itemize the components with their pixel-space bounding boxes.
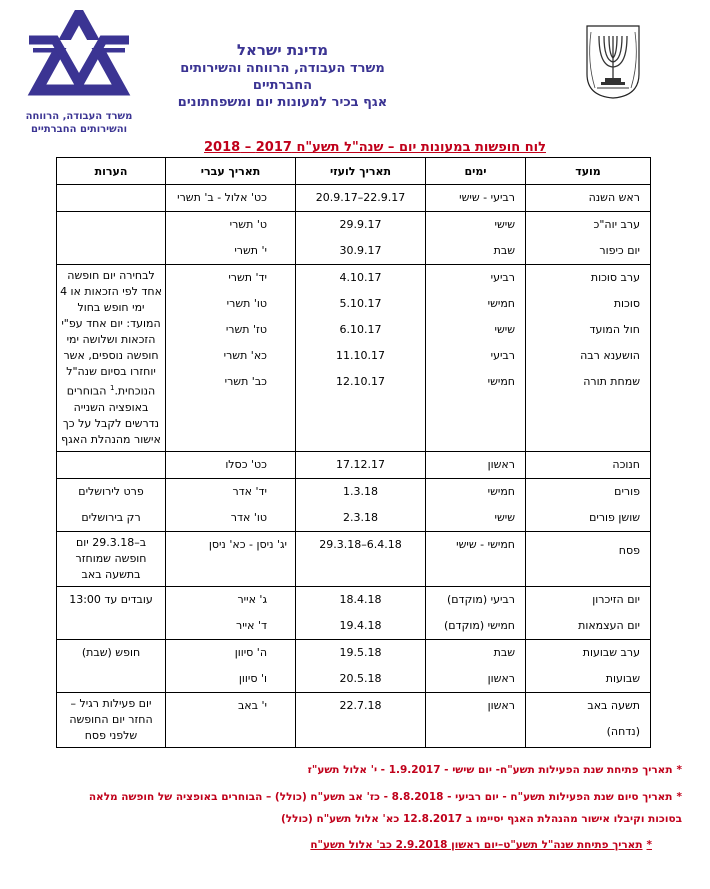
hebrew-date: טז' תשרי xyxy=(225,323,267,336)
holiday-days: רביעי xyxy=(490,349,515,362)
holiday-days: שבת xyxy=(493,645,515,659)
gregorian-date: 20.5.18 xyxy=(339,671,382,685)
header-holiday: מועד xyxy=(526,158,651,185)
footer-opening-date xyxy=(22,759,682,781)
gregorian-date: 6.10.17 xyxy=(339,323,382,336)
shushan-purim-note: רק בירושלים xyxy=(81,510,141,524)
footer-line4: תאריך פתיחת שנה"ל תשע"ט–יום ראשון 2.9.2018 כב' אלול תשע"ח xyxy=(310,839,643,851)
footnote-marker: 1 xyxy=(109,384,115,392)
gregorian-date: 17.12.17 xyxy=(336,457,385,471)
holiday-days: ראשון xyxy=(487,671,515,685)
hebrew-date: ו' סיוון xyxy=(238,671,267,685)
hebrew-date: ד' אייר xyxy=(235,618,267,632)
header-hebrew-date: תאריך עברי xyxy=(166,158,296,185)
holiday-name: יום העצמאות xyxy=(578,618,640,632)
notes-cell xyxy=(57,265,166,452)
holiday-days: חמישי xyxy=(487,484,515,498)
footer-closing-date xyxy=(22,786,682,830)
notes-cell xyxy=(57,185,166,212)
tisha-bav-note: יום פעילות רגיל – החזר יום החופשה שלפני פסח xyxy=(69,696,153,742)
sukkot-note: לבחירה יום חופשה אחד לפי הזכאות או 4 ימי חופש בחול המועד: יום אחד עפ"י הזכאות ושלושה ימי חופשה נוספים, אשר יוחזרו בסיום שנה"ל הנוכחית. xyxy=(60,269,162,398)
holiday-name: תשעה באב xyxy=(587,698,640,712)
table-row xyxy=(57,639,651,692)
document-title: לוח חופשות במעונות יום – שנה"ל תשע"ח 2017 – 2018 xyxy=(204,140,546,155)
notes-cell xyxy=(57,586,166,639)
footer-next-year xyxy=(252,834,652,856)
table-row xyxy=(57,586,651,639)
holiday-name: חנוכה xyxy=(612,457,640,471)
logo-caption-line2: והשירותים החברתיים xyxy=(30,124,128,135)
gregorian-date: 19.5.18 xyxy=(339,645,382,659)
holiday-days: ראשון xyxy=(487,457,515,471)
menorah-emblem-icon xyxy=(581,22,645,100)
gregorian-date: 29.9.17 xyxy=(339,218,382,231)
notes-cell xyxy=(57,639,166,692)
header-ministry: משרד העבודה, הרווחה והשירותים החברתיים xyxy=(180,61,385,93)
holiday-name: פורים xyxy=(614,484,640,498)
table-row xyxy=(57,451,651,478)
holiday-days: שישי xyxy=(494,323,515,336)
gregorian-date: 2.3.18 xyxy=(343,510,378,524)
state-emblem xyxy=(581,22,645,100)
table-row xyxy=(57,212,651,265)
table-header-row xyxy=(57,158,651,185)
gregorian-date: 22.9.17–20.9.17 xyxy=(315,191,406,204)
table-row xyxy=(57,531,651,586)
holiday-days: חמישי - שישי xyxy=(456,537,515,551)
notes-cell xyxy=(57,531,166,586)
footer-line3: בסוכות וקיבלו אישור מהנהלת האגף יסיימו ב 12.8.2017 כא' אלול תשע"ח (כולל) xyxy=(280,813,682,825)
hebrew-date: ט' תשרי xyxy=(229,218,267,231)
holiday-days: שישי xyxy=(494,510,515,524)
holiday-days: ראשון xyxy=(487,698,515,712)
hebrew-date: טו' אדר xyxy=(230,510,267,524)
holiday-name: (נדחה) xyxy=(606,724,640,738)
shavuot-eve-note: חופש (שבת) xyxy=(81,645,141,659)
header-days: ימים xyxy=(426,158,526,185)
notes-cell xyxy=(57,212,166,265)
notes-cell xyxy=(57,451,166,478)
hebrew-date: טו' תשרי xyxy=(226,297,267,310)
hebrew-date: י' באב xyxy=(237,698,267,712)
holiday-name: פסח xyxy=(618,543,640,557)
footer-line1: תאריך פתיחת שנת הפעילות תשע"ח- יום שישי - 1.9.2017 - י' אלול תשע"ז xyxy=(307,764,673,776)
table-row xyxy=(57,478,651,531)
holiday-days: רביעי - שישי xyxy=(459,191,515,204)
memorial-day-note: עובדים עד 13:00 xyxy=(69,592,153,606)
holiday-name: יום הזיכרון xyxy=(592,592,640,606)
notes-cell xyxy=(57,478,166,531)
holiday-name: שבועות xyxy=(605,671,640,685)
footer-star: * xyxy=(676,791,682,803)
holiday-days: רביעי xyxy=(490,271,515,284)
holiday-name: יום כיפור xyxy=(599,244,640,257)
gregorian-date: 1.3.18 xyxy=(343,484,378,498)
ministry-logo-icon xyxy=(25,10,133,106)
passover-note: ב–29.3.18 יום חופשה שמוחזר בתשעה באב xyxy=(75,535,147,581)
gregorian-date: 12.10.17 xyxy=(336,375,385,388)
holiday-name: ערב יוה"כ xyxy=(593,218,640,231)
ministry-logo xyxy=(18,10,140,136)
hebrew-date: יג' ניסן - כא' ניסן xyxy=(208,537,287,551)
hebrew-date: כב' תשרי xyxy=(224,375,267,388)
gregorian-date: 19.4.18 xyxy=(339,618,382,632)
holiday-name: שושן פורים xyxy=(589,510,640,524)
holiday-name: ראש השנה xyxy=(588,191,640,204)
gregorian-date: 6.4.18–29.3.18 xyxy=(319,537,402,551)
holiday-days: שישי xyxy=(494,218,515,231)
hebrew-date: כט' אלול - ב' תשרי xyxy=(177,191,267,204)
holiday-days: חמישי xyxy=(487,297,515,310)
footer-star: * xyxy=(646,839,652,851)
hebrew-date: י' תשרי xyxy=(234,244,267,257)
purim-note: פרט לירושלים xyxy=(78,484,144,498)
gregorian-date: 11.10.17 xyxy=(336,349,385,362)
hebrew-date: כט' כסלו xyxy=(225,457,267,471)
notes-cell xyxy=(57,692,166,747)
footer-line2: תאריך סיום שנת הפעילות תשע"ח - יום רביעי - 8.8.2018 - כז' אב תשע"ח (כולל) – הבוחרים באופציה של חופשה מלאה xyxy=(88,791,673,803)
hebrew-date: יד' אדר xyxy=(232,484,267,498)
table-row xyxy=(57,265,651,452)
sukkot-note-tail: הבוחרים באופציה השנייה נדרשים לקבל על כך אישור מהנהלת האגף xyxy=(61,384,161,446)
header-state: מדינת ישראל xyxy=(236,41,329,59)
header-department: אגף בכיר למעונות יום ומשפחתונים xyxy=(177,95,388,110)
table-row xyxy=(57,692,651,747)
hebrew-date: ג' אייר xyxy=(237,592,267,606)
holiday-days: שבת xyxy=(493,244,515,257)
holiday-name: הושענא רבה xyxy=(580,349,640,362)
document-header xyxy=(150,40,415,111)
hebrew-date: ה' סיוון xyxy=(234,645,267,659)
logo-caption-line1: משרד העבודה, הרווחה xyxy=(25,111,133,122)
holiday-name: ערב סוכות xyxy=(590,271,640,284)
gregorian-date: 18.4.18 xyxy=(339,592,382,606)
header-gregorian-date: תאריך לועזי xyxy=(296,158,426,185)
gregorian-date: 30.9.17 xyxy=(339,244,382,257)
hebrew-date: יד' תשרי xyxy=(228,271,267,284)
holiday-table xyxy=(56,157,651,748)
gregorian-date: 5.10.17 xyxy=(339,297,382,310)
gregorian-date: 4.10.17 xyxy=(339,271,382,284)
holiday-name: חול המועד xyxy=(589,323,640,336)
holiday-days: חמישי (מוקדם) xyxy=(443,618,515,632)
table-row xyxy=(57,185,651,212)
hebrew-date: כא' תשרי xyxy=(223,349,267,362)
header-notes: הערות xyxy=(57,158,166,185)
holiday-name: סוכות xyxy=(613,297,640,310)
holiday-days: רביעי (מוקדם) xyxy=(446,592,515,606)
holiday-days: חמישי xyxy=(487,375,515,388)
holiday-name: שמחת תורה xyxy=(583,375,640,388)
footer-star: * xyxy=(676,764,682,776)
gregorian-date: 22.7.18 xyxy=(339,698,382,712)
holiday-name: ערב שבועות xyxy=(582,645,640,659)
